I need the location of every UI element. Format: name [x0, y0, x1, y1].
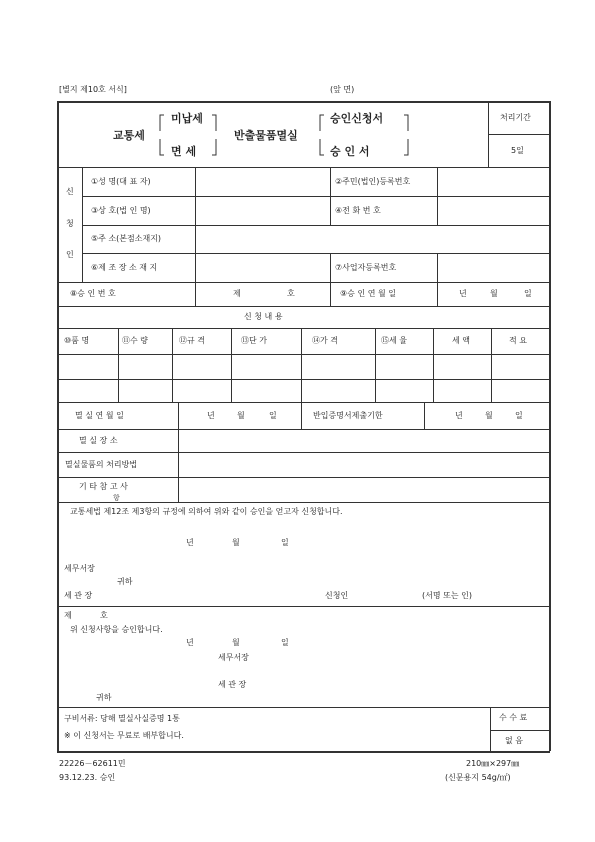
- line-r2: [82, 225, 550, 226]
- v-t2: [172, 328, 173, 402]
- applicant-side-3: 인: [66, 250, 74, 259]
- v-fee: [490, 707, 491, 751]
- fee-value: 없 음: [505, 736, 523, 745]
- declaration-month: 월: [232, 538, 240, 547]
- line-r13: [57, 502, 550, 503]
- form-number: [별지 제10호 서식]: [59, 85, 127, 94]
- line-r3: [82, 253, 550, 254]
- factory-label: ⑥제 조 장 소 재 지: [91, 263, 158, 272]
- line-r11: [57, 452, 550, 453]
- other-label-tail: 항: [113, 494, 120, 502]
- v-t6: [433, 328, 434, 402]
- approval-date: 93.12.23. 승인: [59, 773, 116, 782]
- frame-bottom: [57, 751, 550, 753]
- disposal-label: 멸실물품의 처리방법: [65, 460, 138, 469]
- processing-period-value: 5일: [511, 146, 524, 155]
- v-address: [195, 225, 196, 253]
- applicant-signer-label: 신청인: [325, 591, 349, 600]
- declaration-office1: 세무서장: [64, 564, 95, 573]
- declaration-office2: 세 관 장: [64, 591, 93, 600]
- line-r9: [57, 402, 550, 403]
- other-label: 기 타 참 고 사: [79, 482, 128, 491]
- v-c1a: [195, 167, 196, 225]
- title-doc-approval: 승 인 서: [330, 145, 370, 158]
- approval-block-suffix: 호: [100, 611, 108, 620]
- address-label: ⑤주 소(본점소재지): [91, 234, 162, 243]
- frame-right: [549, 101, 551, 751]
- v-c2b: [330, 253, 331, 306]
- trade-name-label: ③상 호(법 인 명): [91, 206, 151, 215]
- page-side: (앞 면): [330, 85, 355, 94]
- col-unit-price: ⑬단 가: [241, 336, 267, 345]
- approval-no-prefix: 제: [233, 289, 241, 298]
- approval-block-prefix: 제: [64, 611, 72, 620]
- line-r14: [57, 606, 550, 607]
- approval-year: 년: [459, 289, 467, 298]
- title-option-exempt: 면 세: [171, 145, 197, 158]
- approval-no-suffix: 호: [287, 289, 295, 298]
- approval-block-office1: 세무서장: [218, 653, 249, 662]
- col-tax-amount: 세 액: [452, 336, 470, 345]
- v-c1b: [195, 253, 196, 282]
- approval-date-label: ⑨승 인 연 월 일: [340, 289, 396, 298]
- fee-label: 수 수 료: [499, 713, 528, 722]
- col-item-name: ⑩품 명: [64, 336, 90, 345]
- v-loss: [178, 402, 179, 502]
- declaration-text: 교통세법 제12조 제3항의 규정에 의하여 위와 같이 승인을 얻고자 신청합니다.: [70, 507, 343, 516]
- v-t3: [231, 328, 232, 402]
- v-applicant: [82, 167, 83, 282]
- line-r7: [57, 354, 550, 355]
- loss-place-label: 멸 실 장 소: [79, 436, 118, 445]
- business-no-label: ⑦사업자등록번호: [335, 263, 397, 272]
- v-t1: [118, 328, 119, 402]
- deadline-label: 반입증명서제출기한: [313, 411, 383, 420]
- line-title-bottom: [57, 167, 550, 168]
- line-r15: [57, 707, 550, 708]
- resident-no-label: ②주민(법인)등록번호: [335, 177, 411, 186]
- col-price: ⑭가 격: [312, 336, 338, 345]
- required-docs: 구비서류: 당해 멸실사실증명 1통: [64, 714, 180, 723]
- frame-top: [57, 101, 550, 103]
- line-r5: [57, 306, 550, 307]
- title-doc-application: 승인신청서: [330, 112, 384, 125]
- approval-no-label: ⑧승 인 번 호: [70, 289, 116, 298]
- name-label: ①성 명(대 표 자): [91, 177, 151, 186]
- loss-day: 일: [269, 411, 277, 420]
- phone-label: ④전 화 번 호: [335, 206, 381, 215]
- declaration-addressee: 귀하: [117, 577, 133, 586]
- approval-block-addressee: 귀하: [96, 693, 112, 702]
- frame-left: [57, 101, 59, 751]
- request-section-title: 신 청 내 용: [244, 312, 283, 321]
- col-remarks: 적 요: [509, 336, 527, 345]
- line-r1: [82, 196, 550, 197]
- line-r10: [57, 429, 550, 430]
- processing-period-label: 처리기간: [500, 113, 531, 122]
- v-c2a: [330, 167, 331, 225]
- loss-month: 월: [237, 411, 245, 420]
- approval-block-text: 위 신청사항을 승인합니다.: [70, 625, 163, 634]
- deadline-year: 년: [455, 411, 463, 420]
- v-c3b: [437, 253, 438, 306]
- line-r4: [57, 282, 550, 283]
- line-period: [488, 134, 550, 135]
- title-option-unpaid: 미납세: [171, 112, 203, 125]
- paper-size: 210㎜×297㎜: [466, 759, 520, 768]
- v-t5: [375, 328, 376, 402]
- declaration-day: 일: [281, 538, 289, 547]
- paper-type: (신문용지 54g/㎡): [445, 773, 511, 782]
- line-r6: [57, 328, 550, 329]
- v-t4: [301, 328, 302, 402]
- deadline-day: 일: [515, 411, 523, 420]
- v-loss2: [301, 402, 302, 429]
- line-r12: [57, 477, 550, 478]
- loss-year: 년: [207, 411, 215, 420]
- approval-block-day: 일: [281, 638, 289, 647]
- approval-month: 월: [490, 289, 498, 298]
- form-code: 22226－62611민: [59, 759, 126, 768]
- v-t7: [491, 328, 492, 402]
- col-tax-rate: ⑮세 율: [381, 336, 407, 345]
- approval-block-year: 년: [186, 638, 194, 647]
- line-fee: [490, 730, 550, 731]
- deadline-month: 월: [485, 411, 493, 420]
- v-loss3: [424, 402, 425, 429]
- v-period: [488, 101, 489, 167]
- approval-block-month: 월: [232, 638, 240, 647]
- free-note: ※ 이 신청서는 무료로 배부합니다.: [64, 731, 184, 740]
- title-tax: 교통세: [113, 129, 145, 142]
- loss-date-label: 멸 실 연 월 일: [75, 411, 124, 420]
- v-approval: [195, 282, 196, 306]
- title-middle: 반출물품멸실: [234, 129, 298, 142]
- v-c3a: [437, 167, 438, 225]
- declaration-year: 년: [186, 538, 194, 547]
- col-quantity: ⑪수 량: [122, 336, 148, 345]
- applicant-side-1: 신: [66, 187, 74, 196]
- col-spec: ⑫규 격: [179, 336, 205, 345]
- approval-block-office2: 세 관 장: [218, 680, 247, 689]
- approval-day: 일: [524, 289, 532, 298]
- applicant-side-2: 청: [66, 219, 74, 228]
- signature-label: (서명 또는 인): [422, 591, 472, 600]
- line-r8: [57, 379, 550, 380]
